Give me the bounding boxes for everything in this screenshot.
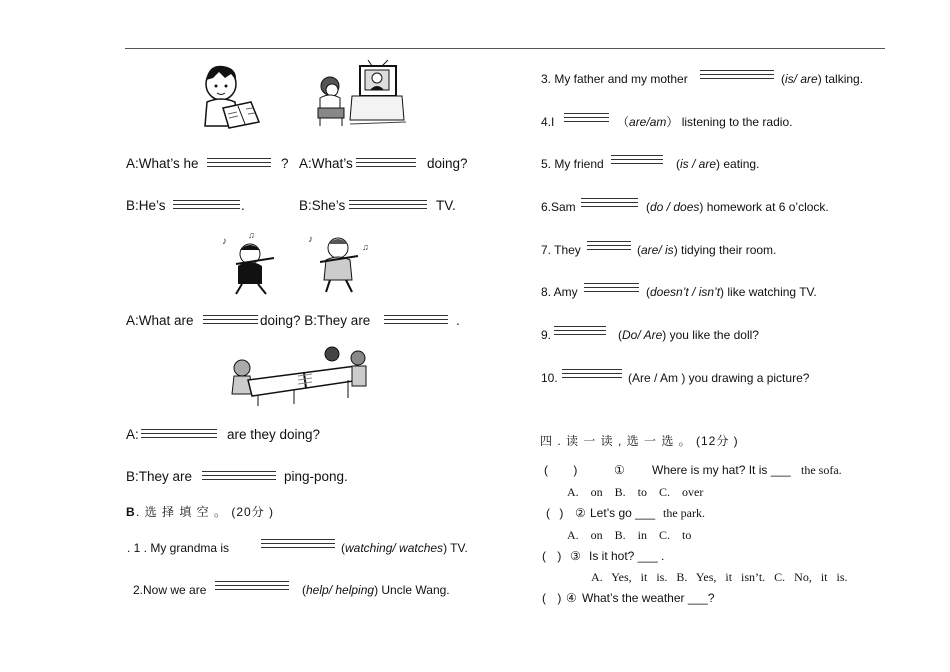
q3-options: A. Yes, it is. B. Yes, it isn’t. C. No, it is. — [591, 570, 848, 584]
section-b-title: . 选 择 填 空 。 (20分 ) — [136, 505, 275, 519]
item9-rest: ) you like the doll? — [662, 328, 759, 342]
q3-paren[interactable]: ( ) — [542, 549, 562, 563]
item5-rest: ) eating. — [716, 157, 760, 171]
item1-choices-line — [341, 541, 468, 555]
answer-blank[interactable] — [261, 539, 335, 544]
svg-text:♪: ♪ — [222, 236, 227, 247]
item3-choices: is/ are — [785, 72, 818, 86]
q4-num: ④ — [566, 591, 577, 605]
q4-text: What’s the weather ___? — [582, 591, 715, 605]
answer-blank[interactable] — [587, 241, 631, 246]
answer-blank[interactable] — [700, 70, 774, 75]
q2-options: A. on B. in C. to — [567, 528, 692, 542]
ping-pong-illustration — [228, 346, 368, 408]
item8-rest: ) like watching TV. — [720, 285, 817, 299]
q1-options: A. on B. to C. over — [567, 485, 704, 499]
dialog2-a-end: . — [456, 313, 460, 328]
answer-blank[interactable] — [173, 200, 240, 205]
item2-choices: help/ helping — [306, 583, 375, 597]
item6-rest: ) homework at 6 o’clock. — [699, 200, 829, 214]
item10-rest: (Are / Am ) you drawing a picture? — [628, 371, 810, 385]
q1-tail: the sofa. — [801, 463, 842, 477]
kids-playing-violin-illustration — [212, 228, 380, 296]
item4-rest: ） listening to the radio. — [666, 115, 793, 129]
dialog3-a-suffix: are they doing? — [227, 427, 321, 442]
dialog3-b-suffix: ping-pong. — [284, 469, 348, 484]
item3-open: ( — [781, 72, 785, 86]
item7-rest: ) tidying their room. — [673, 243, 777, 257]
answer-blank[interactable] — [581, 198, 638, 203]
dialog1-q-mark: ? — [281, 156, 289, 171]
item9-open: ( — [618, 328, 622, 342]
item1-choices: watching/ watches — [345, 541, 444, 555]
q1-text: Where is my hat? It is ___ — [652, 463, 791, 477]
item2-open: ( — [302, 583, 306, 597]
dialog1-b-dot: . — [241, 198, 245, 213]
answer-blank[interactable] — [554, 326, 606, 331]
answer-blank[interactable] — [207, 158, 271, 163]
item10-prefix: 10. — [541, 371, 558, 385]
answer-blank[interactable] — [356, 158, 416, 163]
dialog1-b2-suffix: TV. — [436, 198, 456, 213]
girl-watching-tv-illustration — [312, 60, 407, 130]
item5-prefix: 5. My friend — [541, 157, 604, 171]
item1-rest: ) TV. — [443, 541, 468, 555]
item4-prefix: 4.I — [541, 115, 555, 129]
item8-choices-line — [646, 285, 817, 299]
q1-paren[interactable]: ( ) — [544, 463, 578, 477]
answer-blank[interactable] — [141, 429, 217, 434]
q3-text: Is it hot? ___ . — [589, 549, 665, 563]
item5-open: ( — [676, 157, 680, 171]
item8-open: ( — [646, 285, 650, 299]
item3-choices-line — [781, 72, 863, 86]
answer-blank[interactable] — [564, 113, 609, 118]
item7-open: ( — [637, 243, 641, 257]
answer-blank[interactable] — [384, 315, 448, 320]
q1-num: ① — [614, 463, 625, 477]
item6-open: ( — [646, 200, 650, 214]
item9-prefix: 9. — [541, 328, 552, 342]
item7-choices-line — [637, 243, 776, 257]
item7-prefix: 7. They — [541, 243, 581, 257]
q2-tail: the park. — [663, 506, 705, 520]
answer-blank[interactable] — [203, 315, 258, 320]
item3-prefix: 3. My father and my mother — [541, 72, 688, 86]
item4-open: （ — [617, 115, 630, 129]
dialog3-a-prefix: A: — [126, 427, 139, 442]
svg-text:♫: ♫ — [248, 230, 255, 240]
item9-choices-line — [618, 328, 759, 342]
item5-choices-line — [676, 157, 759, 171]
answer-blank[interactable] — [202, 471, 276, 476]
item1-prefix: . 1 . My grandma is — [127, 541, 230, 555]
answer-blank[interactable] — [611, 155, 663, 160]
q2-text: Let’s go ___ — [590, 506, 656, 520]
item3-rest: ) talking. — [817, 72, 864, 86]
section-b-letter: B — [126, 505, 135, 519]
item2-choices-line — [302, 583, 450, 597]
item4-choices: are/am — [629, 115, 667, 129]
item8-prefix: 8. Amy — [541, 285, 578, 299]
item4-choices-line — [617, 115, 792, 129]
item2-prefix: 2.Now we are — [133, 583, 207, 597]
item8-choices: doesn’t / isn’t — [650, 285, 721, 299]
q4-paren[interactable]: ( ) — [542, 591, 562, 605]
q3-num: ③ — [570, 549, 581, 563]
dialog1-b-prefix: B:He’s — [126, 198, 166, 213]
item2-rest: ) Uncle Wang. — [374, 583, 450, 597]
dialog2-a-mid: doing? B:They are — [260, 313, 371, 328]
item1-open: ( — [341, 541, 345, 555]
item5-choices: is / are — [680, 157, 717, 171]
answer-blank[interactable] — [562, 369, 622, 374]
answer-blank[interactable] — [584, 283, 639, 288]
dialog1-a2-prefix: A:What’s — [299, 156, 353, 171]
answer-blank[interactable] — [215, 581, 289, 586]
svg-text:♫: ♫ — [362, 242, 369, 252]
item9-choices: Do/ Are — [622, 328, 663, 342]
dialog2-a-prefix: A:What are — [126, 313, 194, 328]
boy-reading-illustration — [193, 62, 268, 132]
dialog1-a-prefix: A:What’s he — [126, 156, 199, 171]
header-rule — [125, 48, 885, 49]
svg-text:♪: ♪ — [308, 234, 313, 245]
q2-num: ② — [575, 506, 586, 520]
q2-paren[interactable]: ( ) — [546, 506, 564, 520]
item6-choices-line — [646, 200, 829, 214]
item7-choices: are/ is — [641, 243, 674, 257]
item6-prefix: 6.Sam — [541, 200, 576, 214]
item6-choices: do / does — [650, 200, 700, 214]
section4-title: 四 . 读 一 读 , 选 一 选 。 (12分 ) — [540, 434, 739, 448]
dialog1-b2-prefix: B:She’s — [299, 198, 346, 213]
dialog1-a2-suffix: doing? — [427, 156, 468, 171]
answer-blank[interactable] — [349, 200, 427, 205]
dialog3-b-prefix: B:They are — [126, 469, 193, 484]
